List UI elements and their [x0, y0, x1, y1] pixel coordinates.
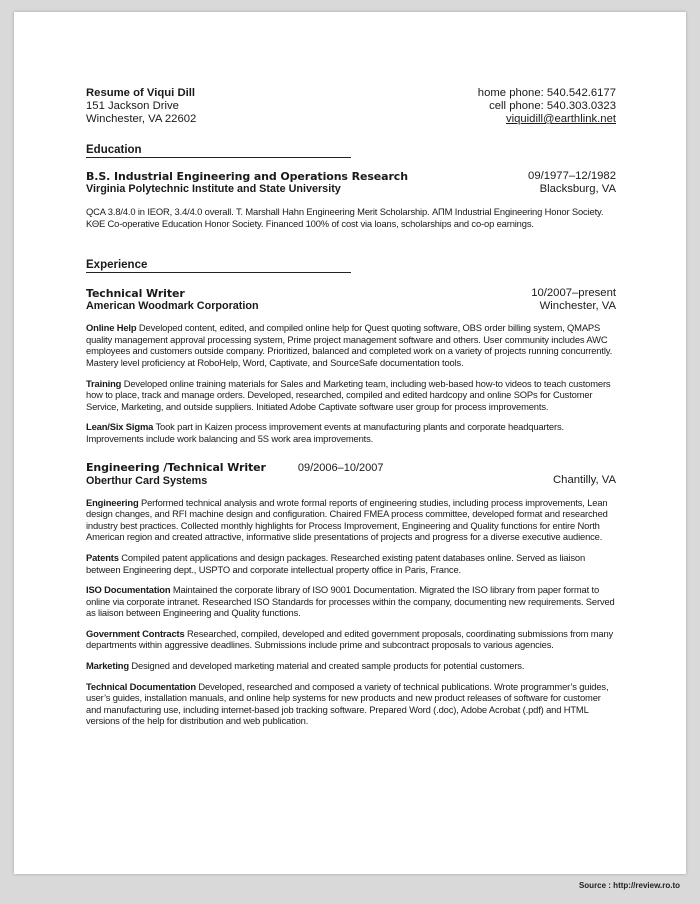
- education-details: QCA 3.8/4.0 in IEOR, 3.4/4.0 overall. T. Marshall Hahn Engineering Merit Scholarship. ΑΠΜ Industrial Engineering Honor Society. ΚΘΕ Co-operative Education Honor Society. Financed 100% of cost via loans, scholarships and co-op earnings.: [86, 206, 604, 229]
- education-header: [86, 170, 616, 196]
- resume-content: [86, 87, 616, 727]
- job-item-lead: Online Help: [86, 322, 137, 334]
- job-item-text: Maintained the corporate library of ISO 9001 Documentation. Migrated the ISO library from paper format to online via corporate intranet. Researched ISO Standards for processes within the company, documenting new requirements. Served as liaison between Engineering and Quality functions.: [86, 584, 615, 619]
- experience-heading: Experience: [86, 259, 351, 273]
- job-company: American Woodmark Corporation: [86, 300, 259, 313]
- job-item-lead: Technical Documentation: [86, 680, 196, 692]
- job-item: [86, 681, 616, 727]
- education-heading: Education: [86, 144, 351, 158]
- job-item-lead: Government Contracts: [86, 627, 185, 639]
- job-item-lead: ISO Documentation: [86, 584, 171, 596]
- email-link[interactable]: viquidill@earthlink.net: [505, 113, 616, 125]
- job-item: [86, 497, 616, 543]
- job-header: [86, 461, 616, 488]
- education-location: Blacksburg, VA: [539, 183, 616, 195]
- job-item: [86, 421, 616, 444]
- address-block: [86, 87, 196, 126]
- job-item: [86, 552, 616, 575]
- address-line-2: Winchester, VA 22602: [86, 113, 197, 125]
- image-source-caption: Source : http://review.ro.to: [578, 881, 680, 890]
- job-dates: 10/2007–present: [531, 287, 616, 300]
- job-header: [86, 287, 616, 313]
- job-item: [86, 660, 616, 672]
- job-item-text: Researched, compiled, developed and edited government proposals, coordinating submissions from many departments within aggressive deadlines. Submissions include prime and subcontract proposals to various agencies.: [86, 627, 614, 651]
- job-item-lead: Engineering: [86, 496, 139, 508]
- job-dates: 09/2006–10/2007: [297, 461, 384, 474]
- job-location: Winchester, VA: [539, 300, 616, 313]
- job-item-text: Developed, researched and composed a variety of technical publications. Wrote programmer’s guides, user’s guides, installation manuals, and online help systems for new products and new product releases of software for customer and manufacturing use, including internet-based job tracking software. Prepared Word (.doc), Adobe Acrobat (.pdf) and HTML versions of the help for distribution and web publication.: [86, 680, 609, 727]
- job-item: [86, 322, 616, 368]
- job-title: Technical Writer: [86, 287, 185, 301]
- job-item-text: Developed online training materials for Sales and Marketing team, including web-based how-to videos to teach customers how to place, track and manage orders. Developed, researched, compiled and edited hardcopy and online SOPs for Customer Service, Marketing, and outside suppliers. Initiated Adobe Captivate software user group for process improvements.: [86, 377, 611, 412]
- job-item-lead: Lean/Six Sigma: [86, 421, 154, 433]
- education-right: [528, 170, 616, 196]
- job-left: [86, 461, 384, 488]
- job-item: [86, 378, 616, 413]
- job-item-lead: Training: [86, 377, 122, 389]
- education-dates: 09/1977–12/1982: [528, 170, 616, 182]
- resume-title: Resume of Viqui Dill: [86, 87, 196, 99]
- school-name: Virginia Polytechnic Institute and State University: [86, 183, 341, 195]
- phone-block: [478, 87, 616, 126]
- job-right: [553, 461, 616, 488]
- home-phone: home phone: 540.542.6177: [477, 87, 616, 99]
- contact-header: [86, 87, 616, 126]
- degree-title: B.S. Industrial Engineering and Operations Research: [86, 170, 408, 183]
- job-left: [86, 287, 259, 313]
- job-item-text: Designed and developed marketing material and created sample products for potential customers.: [128, 660, 525, 672]
- job-item: [86, 584, 616, 619]
- job-item: [86, 628, 616, 651]
- job-right: [531, 287, 616, 313]
- job-company: Oberthur Card Systems: [86, 474, 208, 487]
- cell-phone: cell phone: 540.303.0323: [489, 100, 616, 112]
- job-item-text: Developed content, edited, and compiled online help for Quest quoting software, OBS order billing system, QMAPS quality management approval processing system, Prime project management software and others. User community includes AWC employees and customers outside company. Prioritized, balanced and completed work on a variety of projects running concurrently. Mastery level proficiency at RoboHelp, Word, Captivate, and SourceSafe documentation tools.: [86, 322, 613, 368]
- job-item-text: Performed technical analysis and wrote formal reports of engineering studies, including process improvements, Lean design changes, and RFI machine design and configuration. Chaired FMEA process committee, developed format and researched industry best practices. Collected monthly highlights for Process Improvement, Engineering and Quality functions for entire North American region and created attractive, informative slide presentations of projects and progress for a diverse executive audience.: [86, 496, 608, 543]
- job-item-lead: Marketing: [86, 660, 129, 672]
- job-location: Chantilly, VA: [553, 473, 616, 486]
- job-item-text: Compiled patent applications and design packages. Researched existing patent databases online. Served as liaison between Engineering dept., USPTO and corporate intellectual property office in Paris, France.: [86, 551, 586, 575]
- education-left: [86, 170, 408, 196]
- resume-page: [14, 12, 686, 874]
- job-item-lead: Patents: [86, 551, 119, 563]
- job-item-text: Took part in Kaizen process improvement events at manufacturing plants and corporate headquarters. Improvements include work balancing and 5S work area improvements.: [86, 421, 564, 444]
- address-line-1: 151 Jackson Drive: [86, 100, 179, 112]
- job-title: Engineering /Technical Writer: [86, 460, 266, 474]
